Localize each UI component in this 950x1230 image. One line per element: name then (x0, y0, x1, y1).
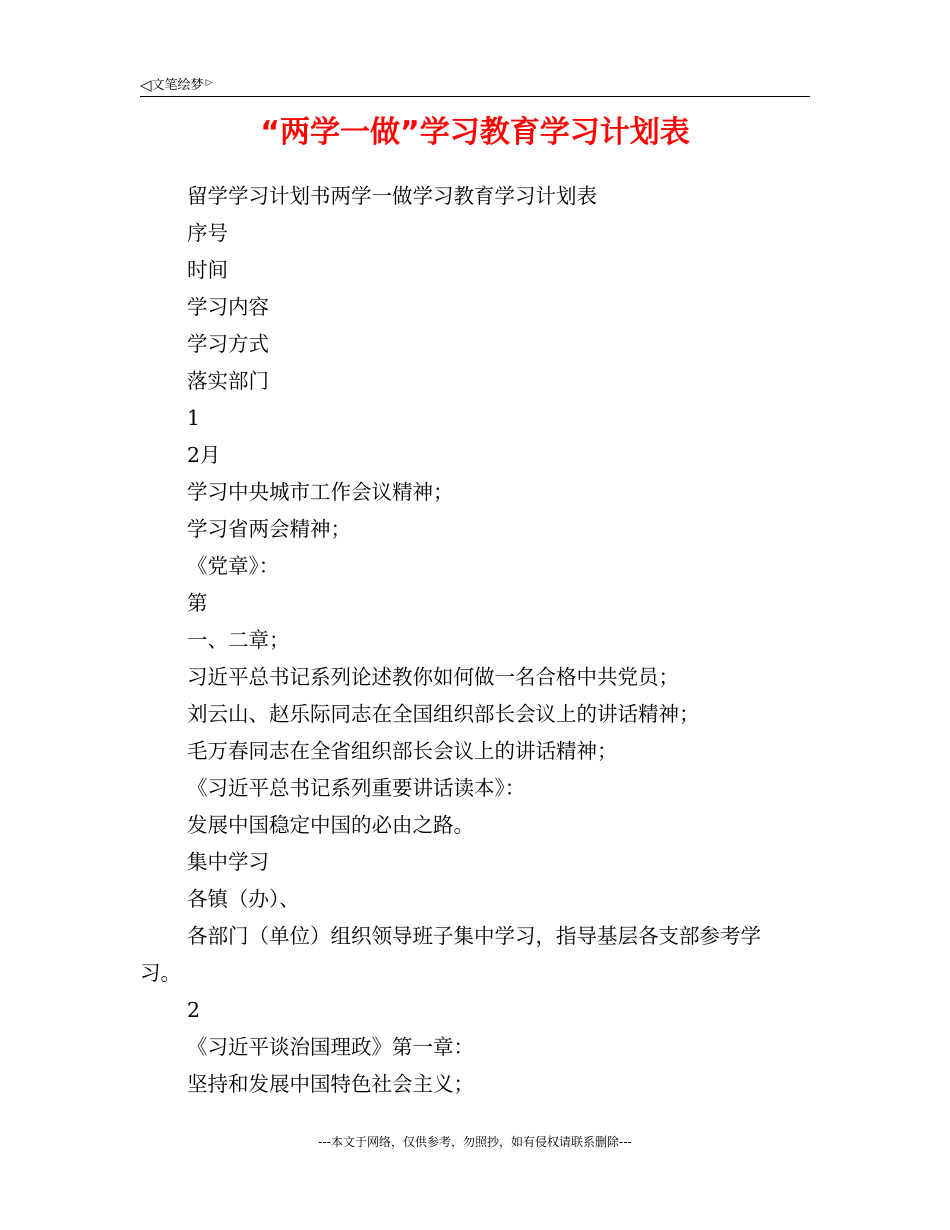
paragraph: 各镇（办）、 (187, 887, 300, 911)
paragraph: 时间 (187, 258, 228, 282)
brand-name: 文笔绘梦 (151, 78, 204, 93)
paragraph: 《习近平谈治国理政》第一章： (187, 1035, 474, 1059)
triangle-left-icon: ◁ (140, 76, 152, 94)
paragraph: 2 (187, 998, 201, 1022)
document-title: “两学一做”学习教育学习计划表 (260, 115, 690, 150)
paragraph: 留学学习计划书两学一做学习教育学习计划表 (187, 184, 597, 208)
paragraph: 第 (187, 591, 208, 615)
paragraph: 《党章》： (187, 554, 280, 578)
paragraph: 毛万春同志在全省组织部长会议上的讲话精神； (187, 739, 618, 763)
paragraph: 学习方式 (187, 332, 269, 356)
paragraph: 发展中国稳定中国的必由之路。 (187, 813, 474, 837)
paragraph: 学习中央城市工作会议精神； (187, 480, 454, 504)
paragraph: 序号 (187, 221, 228, 245)
paragraph: 学习省两会精神； (187, 517, 351, 541)
paragraph: 学习内容 (187, 295, 269, 319)
paragraph: 2月 (187, 443, 221, 467)
triangle-right-icon: ▷ (205, 78, 213, 88)
page-header (140, 74, 810, 97)
paragraph: 落实部门 (187, 369, 269, 393)
paragraph: 《习近平总书记系列重要讲话读本》： (187, 776, 526, 800)
document-body (140, 178, 800, 1103)
paragraph: 集中学习 (187, 850, 269, 874)
paragraph: 各部门（单位）组织领导班子集中学习，指导基层各支部参考学习。 (140, 924, 761, 985)
brand-logo (140, 74, 212, 95)
paragraph: 一、二章； (187, 628, 290, 652)
paragraph: 刘云山、赵乐际同志在全国组织部长会议上的讲话精神； (187, 702, 700, 726)
paragraph: 坚持和发展中国特色社会主义； (187, 1072, 474, 1096)
paragraph: 习近平总书记系列论述教你如何做一名合格中共党员； (187, 665, 679, 689)
page-footer: ---本文于网络，仅供参考，勿照抄，如有侵权请联系删除--- (318, 1135, 632, 1149)
paragraph: 1 (187, 406, 201, 430)
